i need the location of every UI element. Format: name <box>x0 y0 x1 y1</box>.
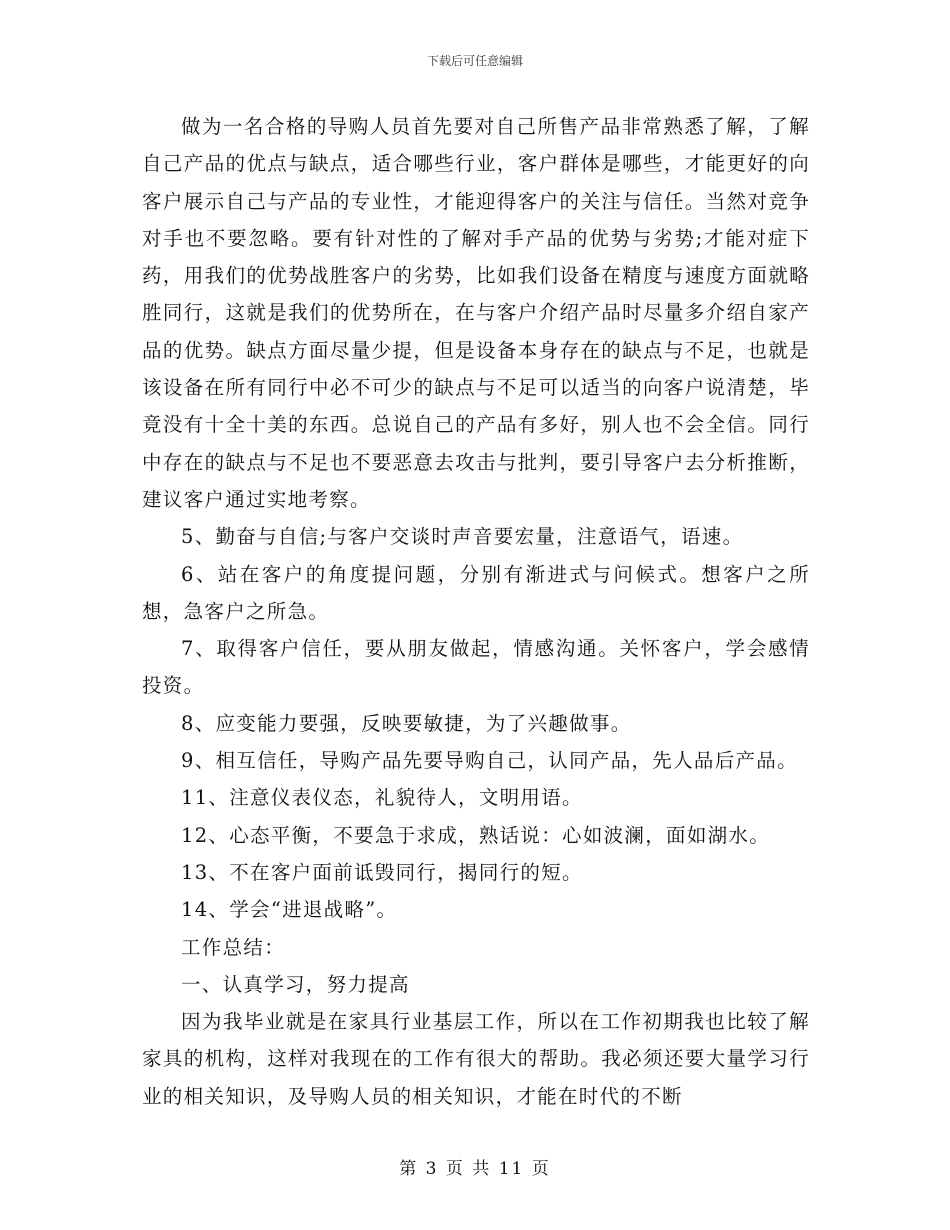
paragraph-intro: 做为一名合格的导购人员首先要对自己所售产品非常熟悉了解，了解自己产品的优点与缺点，适合哪些行业，客户群体是哪些，才能更好的向客户展示自己与产品的专业性，才能迎得客户的关注与信任。当然对竞争对手也不要忽略。要有针对性的了解对手产品的优势与劣势;才能对症下药，用我们的优势战胜客户的劣势，比如我们设备在精度与速度方面就略胜同行，这就是我们的优势所在，在与客户介绍产品时尽量多介绍自家产品的优势。缺点方面尽量少提，但是设备本身存在的缺点与不足，也就是该设备在所有同行中必不可少的缺点与不足可以适当的向客户说清楚，毕竟没有十全十美的东西。总说自己的产品有多好，别人也不会全信。同行中存在的缺点与不足也不要恶意去攻击与批判，要引导客户去分析推断，建议客户通过实地考察。 <box>142 115 810 511</box>
page-number: 第 3 页 共 11 页 <box>399 1159 551 1179</box>
list-item-5: 5、勤奋与自信;与客户交谈时声音要宏量，注意语气，语速。 <box>181 525 744 549</box>
list-item-8: 8、应变能力要强，反映要敏捷，为了兴趣做事。 <box>181 711 632 735</box>
list-item-13: 13、不在客户面前诋毁同行，揭同行的短。 <box>181 860 583 884</box>
list-item-9: 9、相互信任，导购产品先要导购自己，认同产品，先人品后产品。 <box>181 749 798 773</box>
list-item-6: 6、站在客户的角度提问题，分别有渐进式与问候式。想客户之所想，急客户之所急。 <box>142 562 810 623</box>
list-item-12: 12、心态平衡，不要急于求成，熟话说：心如波澜，面如湖水。 <box>181 823 771 847</box>
page-header: 下载后可任意编辑 <box>426 54 523 68</box>
list-item-11: 11、注意仪表仪态，礼貌待人，文明用语。 <box>181 786 583 810</box>
subheading-study: 一、认真学习，努力提高 <box>181 972 410 996</box>
section-heading-work-summary: 工作总结： <box>181 935 286 959</box>
document-body <box>142 108 810 1115</box>
list-item-7: 7、取得客户信任，要从朋友做起，情感沟通。关怀客户，学会感情投资。 <box>142 637 810 698</box>
list-item-14: 14、学会“进退战略”。 <box>181 898 398 922</box>
paragraph-study: 因为我毕业就是在家具行业基层工作，所以在工作初期我也比较了解家具的机构，这样对我现在的工作有很大的帮助。我必须还要大量学习行业的相关知识，及导购人员的相关知识，才能在时代的不断 <box>142 1010 810 1108</box>
